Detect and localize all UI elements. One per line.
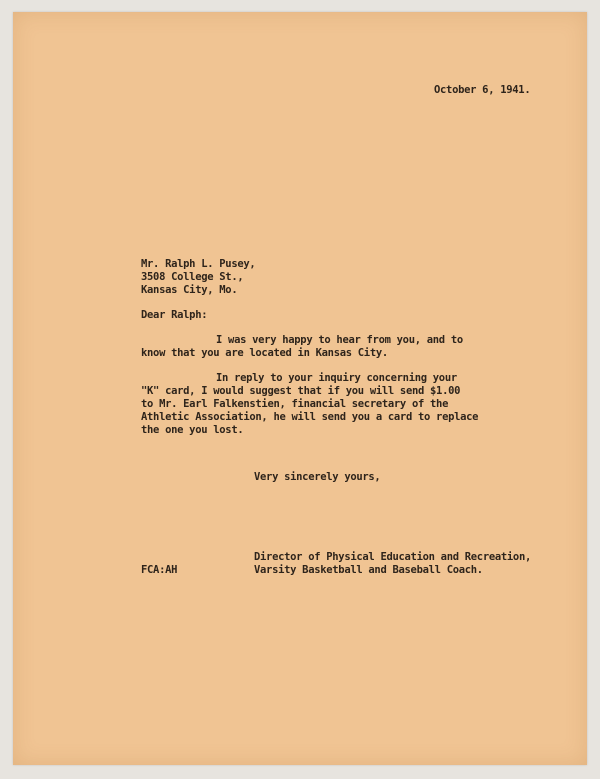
salutation: Dear Ralph: (141, 309, 208, 321)
paragraph1-line2: know that you are located in Kansas City. (141, 347, 388, 359)
letter-date: October 6, 1941. (434, 84, 531, 96)
closing: Very sincerely yours, (254, 471, 381, 483)
signature-title-line2: Varsity Basketball and Baseball Coach. (254, 564, 483, 576)
recipient-street: 3508 College St., (141, 271, 244, 283)
recipient-name: Mr. Ralph L. Pusey, (141, 258, 256, 270)
paragraph2-line1: In reply to your inquiry concerning your (216, 372, 457, 384)
paragraph2-line2: "K" card, I would suggest that if you will send $1.00 (141, 385, 461, 397)
typist-initials: FCA:AH (141, 564, 178, 576)
signature-title-line1: Director of Physical Education and Recreation, (254, 551, 531, 563)
paragraph1-line1: I was very happy to hear from you, and to (216, 334, 463, 346)
paragraph2-line4: Athletic Association, he will send you a card to replace (141, 411, 479, 423)
recipient-city: Kansas City, Mo. (141, 284, 238, 296)
letter-page (13, 12, 587, 765)
paragraph2-line5: the one you lost. (141, 424, 244, 436)
paragraph2-line3: to Mr. Earl Falkenstien, financial secretary of the (141, 398, 449, 410)
